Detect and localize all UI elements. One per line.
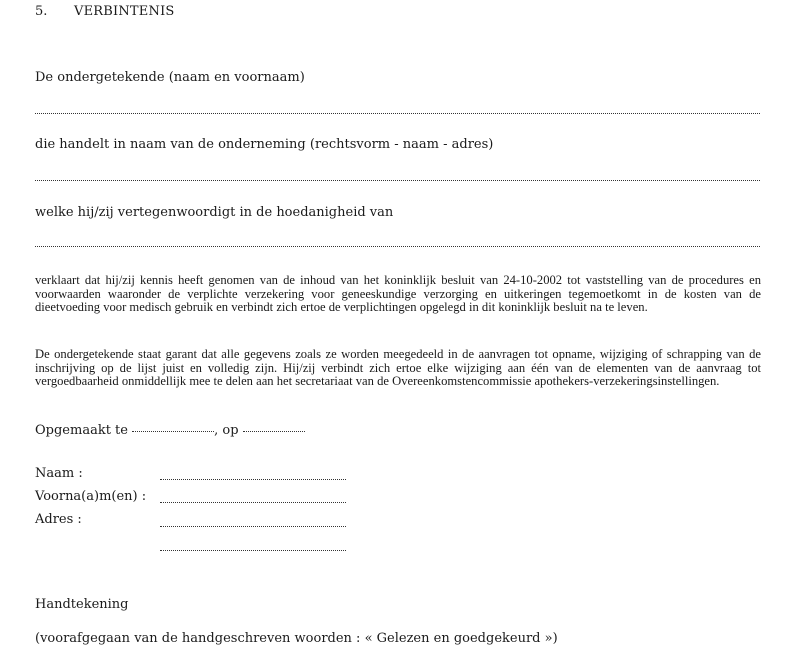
capacity-label: welke hij/zij vertegenwoordigt in de hoedanigheid van (35, 205, 394, 220)
company-label: die handelt in naam van de onderneming (rechtsvorm - naam - adres) (35, 137, 494, 152)
signature-label: Handtekening (35, 597, 129, 612)
firstname-field[interactable] (160, 502, 346, 503)
place-date-middle: , op (214, 423, 239, 438)
place-field[interactable] (132, 431, 214, 432)
declaration-paragraph: verklaart dat hij/zij kennis heeft genomen van de inhoud van het koninklijk besluit van 24-10-2002 tot vaststelling van de procedures en voorwaarden waaronder de verplichte verzekering voor geneeskundige verzorging en uitkeringen tegemoetkomt in de kosten van de dieetvoeding voor medisch gebruik en verbindt zich ertoe de verplichtingen opgelegd in dit koninklijk besluit na te leven. (35, 273, 761, 315)
firstname-label: Voorna(a)m(en) : (35, 489, 147, 504)
signatory-name-field[interactable] (35, 113, 760, 114)
date-field[interactable] (243, 431, 305, 432)
capacity-field[interactable] (35, 246, 760, 247)
guarantee-paragraph: De ondergetekende staat garant dat alle gegevens zoals ze worden meegedeeld in de aanvragen tot opname, wijziging of schrapping van de inschrijving op de lijst juist en volledig zijn. Hij/zij verbindt zich ertoe elke wijziging aan één van de elementen van de aanvraag tot vergoedbaarheid onmiddellijk mee te delen aan het secretariaat van de Overeenkomstencommissie apothekers-verzekeringsinstellingen. (35, 347, 761, 389)
section-title: VERBINTENIS (74, 4, 175, 19)
signatory-label: De ondergetekende (naam en voornaam) (35, 70, 305, 85)
address-label: Adres : (35, 512, 82, 527)
address-field-line-1[interactable] (160, 526, 346, 527)
place-date-prefix: Opgemaakt te (35, 423, 128, 438)
address-field-line-2[interactable] (160, 550, 346, 551)
section-number: 5. (35, 4, 48, 19)
name-field[interactable] (160, 479, 346, 480)
company-field[interactable] (35, 180, 760, 181)
place-date-line (35, 423, 305, 438)
signature-note: (voorafgegaan van de handgeschreven woorden : « Gelezen en goedgekeurd ») (35, 631, 558, 646)
name-label: Naam : (35, 466, 83, 481)
